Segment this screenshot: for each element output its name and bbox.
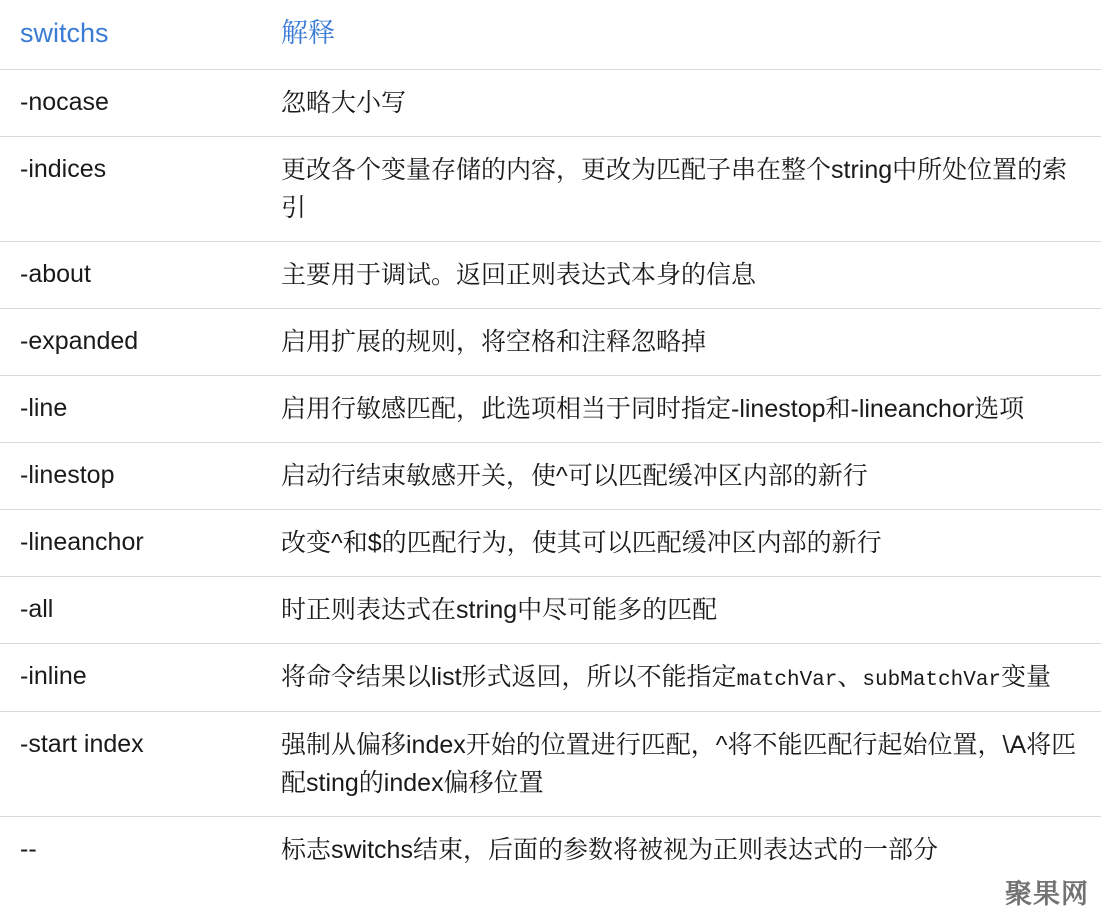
column-header-description: 解释: [257, 0, 1101, 70]
switch-description: 改变^和$的匹配行为，使其可以匹配缓冲区内部的新行: [257, 510, 1101, 577]
switch-description: 启动行结束敏感开关，使^可以匹配缓冲区内部的新行: [257, 443, 1101, 510]
switch-name: -inline: [0, 644, 257, 712]
table-body: [0, 70, 1101, 883]
watermark: 聚果网: [1005, 879, 1089, 909]
column-header-switch: switchs: [0, 0, 257, 70]
table-row: [0, 577, 1101, 644]
table-row: [0, 712, 1101, 817]
table-row: [0, 510, 1101, 577]
switch-description: 将命令结果以list形式返回，所以不能指定matchVar、subMatchVar变量: [257, 644, 1101, 712]
table-header: [0, 0, 1101, 70]
switch-description: 启用扩展的规则，将空格和注释忽略掉: [257, 309, 1101, 376]
switch-name: -line: [0, 376, 257, 443]
switch-description: 忽略大小写: [257, 70, 1101, 137]
switch-description: 更改各个变量存储的内容，更改为匹配子串在整个string中所处位置的索引: [257, 137, 1101, 242]
switch-description: 时正则表达式在string中尽可能多的匹配: [257, 577, 1101, 644]
switch-name: -about: [0, 242, 257, 309]
switch-description: 标志switchs结束，后面的参数将被视为正则表达式的一部分: [281, 836, 938, 864]
switch-name: -indices: [0, 137, 257, 242]
table-header-row: [0, 0, 1101, 70]
table-row: [0, 309, 1101, 376]
table-row: [0, 817, 1101, 884]
table-row: [0, 644, 1101, 712]
switch-name: -lineanchor: [0, 510, 257, 577]
table-row: [0, 137, 1101, 242]
switch-name: -expanded: [0, 309, 257, 376]
table-row: [0, 443, 1101, 510]
switch-description: 主要用于调试。返回正则表达式本身的信息: [257, 242, 1101, 309]
table-row: [0, 70, 1101, 137]
switch-name: -all: [0, 577, 257, 644]
switch-name: -start index: [0, 712, 257, 817]
switch-name: -linestop: [0, 443, 257, 510]
switch-name: -nocase: [0, 70, 257, 137]
switch-name: --: [20, 835, 37, 863]
table-row: [0, 376, 1101, 443]
switch-description: 启用行敏感匹配，此选项相当于同时指定-linestop和-lineanchor选项: [257, 376, 1101, 443]
table-row: [0, 242, 1101, 309]
switch-description: 强制从偏移index开始的位置进行匹配，^将不能匹配行起始位置，\A将匹配sting的index偏移位置: [257, 712, 1101, 817]
